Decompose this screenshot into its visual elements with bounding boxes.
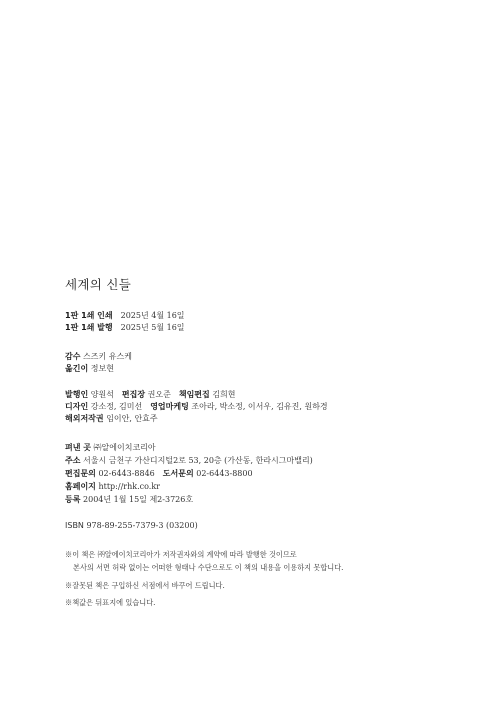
homepage-label: 홈페이지 [65, 482, 96, 491]
supervisor-name: 스즈키 유스케 [83, 352, 132, 361]
registration-line [65, 495, 193, 505]
translator-label: 옮긴이 [65, 364, 89, 373]
editor-in-chief: 권오준 [147, 390, 171, 399]
company-name: ㈜알에이치코리아 [93, 443, 156, 452]
registration: 2004년 1월 15일 제2-3726호 [83, 495, 194, 504]
isbn-value: 978-89-255-7379-3 (03200) [86, 521, 198, 530]
copyright-notice-line-2 [65, 563, 343, 573]
publisher-staff-line [65, 390, 236, 400]
first-publish-line [65, 323, 185, 333]
editorial-phone: 02-6443-8846 [98, 469, 155, 478]
isbn-line [65, 521, 198, 531]
price-notice: ※책값은 뒤표지에 있습니다. [65, 598, 156, 607]
address-line [65, 456, 313, 466]
marketing: 조아라, 박소정, 이서우, 김유진, 원하경 [191, 402, 328, 411]
foreign-rights-label: 해외저작권 [65, 414, 104, 423]
publisher-person: 양원석 [90, 390, 114, 399]
order-phone-label: 도서문의 [162, 469, 194, 478]
address: 서울시 금천구 가산디지털2로 53, 20층 (가산동, 한라시그마밸리) [83, 456, 313, 465]
first-print-line [65, 311, 185, 321]
first-publish-date: 2025년 5월 16일 [120, 323, 185, 332]
first-publish-label: 1판 1쇄 발행 [65, 323, 113, 332]
managing-editor: 김희현 [212, 390, 236, 399]
supervisor-label: 감수 [65, 352, 81, 361]
first-print-date: 2025년 4월 16일 [120, 311, 185, 320]
order-phone: 02-6443-8800 [196, 469, 253, 478]
exchange-notice: ※잘못된 책은 구입하신 서점에서 바꾸어 드립니다. [65, 581, 225, 590]
supervisor-line [65, 352, 132, 362]
homepage-line [65, 482, 160, 492]
company-label: 펴낸 곳 [65, 443, 91, 452]
translator-name: 정보현 [90, 364, 114, 373]
registration-label: 등록 [65, 495, 81, 504]
marketing-label: 영업마케팅 [150, 402, 189, 411]
managing-editor-label: 책임편집 [178, 390, 210, 399]
copyright-notice-text-2: 본사의 서면 허락 없이는 어떠한 형태나 수단으로도 이 책의 내용을 이용하지 못합니다. [73, 563, 344, 572]
company-name-line [65, 443, 156, 453]
design-marketing-line [65, 402, 328, 412]
foreign-rights-line [65, 414, 158, 424]
designer-label: 디자인 [65, 402, 89, 411]
first-print-label: 1판 1쇄 인쇄 [65, 311, 113, 320]
translator-line [65, 364, 114, 374]
book-title: 세계의 신들 [65, 277, 132, 292]
editor-in-chief-label: 편집장 [121, 390, 146, 399]
editorial-phone-label: 편집문의 [65, 469, 96, 478]
designer: 강소정, 김미선 [90, 402, 143, 411]
foreign-rights: 임이안, 안효주 [106, 414, 158, 423]
homepage-url[interactable]: http://rhk.co.kr [98, 482, 160, 491]
address-label: 주소 [65, 456, 81, 465]
phone-line [65, 469, 253, 479]
publisher-person-label: 발행인 [65, 390, 89, 399]
isbn-label: ISBN [65, 521, 84, 530]
copyright-notice-line-1: ※이 책은 ㈜알에이치코리아가 저작권자와의 계약에 따라 발행한 것이므로 [65, 550, 297, 559]
